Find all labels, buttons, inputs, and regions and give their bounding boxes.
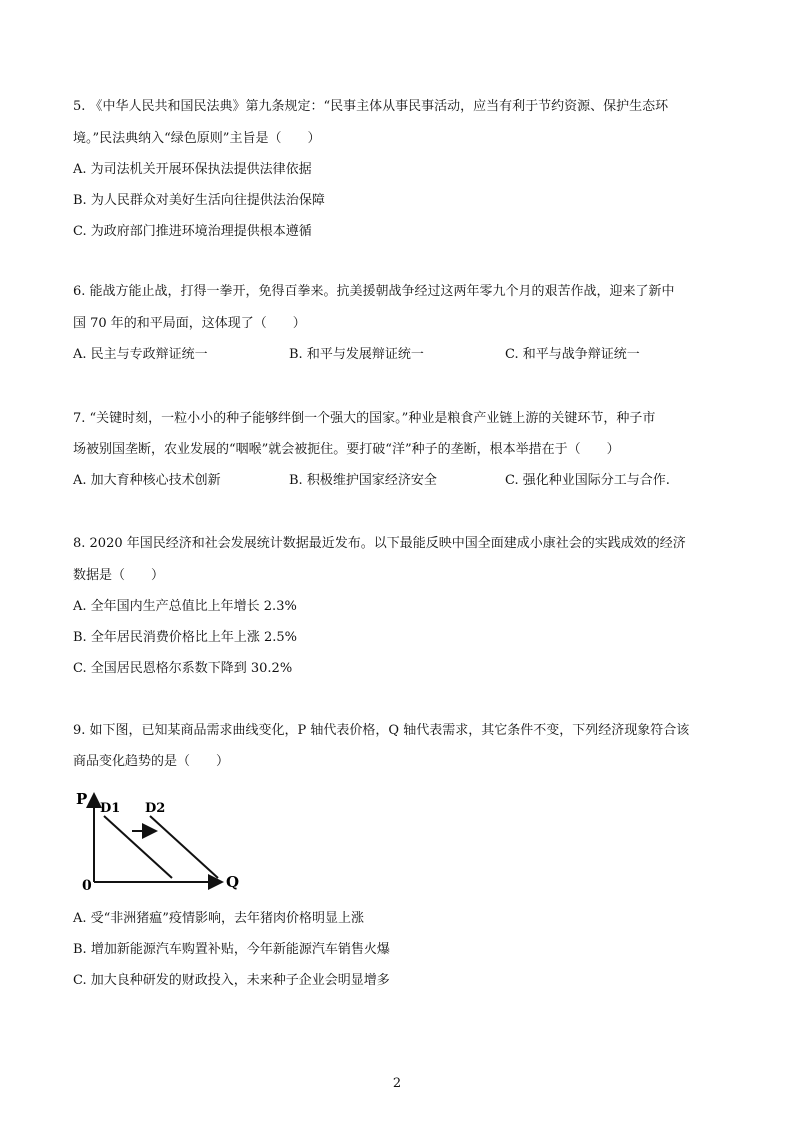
q6-option-a: A. 民主与专政辩证统一 (73, 347, 208, 362)
q6-option-c: C. 和平与战争辩证统一 (505, 347, 640, 362)
q6-stem-line1: 6. 能战方能止战，打得一拳开，免得百拳来。抗美援朝战争经过这两年零九个月的艰苦作战，迎来了新中 (73, 284, 675, 299)
page-number: 2 (392, 1076, 402, 1091)
x-axis-label: Q (226, 873, 240, 891)
demand-curve-diagram (72, 782, 252, 894)
q7-stem-line2: 场被别国垄断，农业发展的“咽喉”就会被扼住。要打破“洋”种子的垄断，根本举措在于（ ） (73, 442, 620, 457)
q5-stem-line2: 境。”民法典纳入“绿色原则”主旨是（ ） (73, 131, 321, 146)
q7-option-a: A. 加大育种核心技术创新 (73, 473, 221, 488)
curve-d2-label: D2 (145, 801, 166, 816)
q9-option-c: C. 加大良种研发的财政投入，未来种子企业会明显增多 (73, 973, 390, 988)
q9-option-b: B. 增加新能源汽车购置补贴，今年新能源汽车销售火爆 (73, 942, 390, 957)
origin-label: 0 (82, 878, 92, 894)
q5-stem-line1: 5. 《中华人民共和国民法典》第九条规定：“民事主体从事民事活动，应当有利于节约资源、保护生态环 (73, 99, 669, 114)
q5-option-b: B. 为人民群众对美好生活向往提供法治保障 (73, 193, 325, 208)
q9-option-a: A. 受“非洲猪瘟”疫情影响，去年猪肉价格明显上涨 (73, 911, 364, 926)
q8-stem-line1: 8. 2020 年国民经济和社会发展统计数据最近发布。以下最能反映中国全面建成小康社会的实践成效的经济 (73, 536, 686, 551)
y-axis-label: P (76, 790, 88, 808)
q9-stem-line2: 商品变化趋势的是（ ） (73, 754, 230, 769)
q7-option-b: B. 积极维护国家经济安全 (289, 473, 437, 488)
demand-curve-d1 (104, 816, 172, 878)
q6-option-b: B. 和平与发展辩证统一 (289, 347, 424, 362)
q8-option-b: B. 全年居民消费价格比上年上涨 2.5% (73, 630, 297, 645)
q7-option-c: C. 强化种业国际分工与合作. (505, 473, 670, 488)
q9-stem-line1: 9. 如下图，已知某商品需求曲线变化，P 轴代表价格，Q 轴代表需求，其它条件不变，下列经济现象符合该 (73, 723, 690, 738)
q8-stem-line2: 数据是（ ） (73, 568, 165, 583)
demand-curve-d2 (150, 816, 218, 878)
q5-option-a: A. 为司法机关开展环保执法提供法律依据 (73, 162, 312, 177)
q6-stem-line2: 国 70 年的和平局面，这体现了（ ） (73, 316, 306, 331)
curve-d1-label: D1 (100, 801, 121, 816)
q8-option-a: A. 全年国内生产总值比上年增长 2.3% (73, 599, 297, 614)
q8-option-c: C. 全国居民恩格尔系数下降到 30.2% (73, 661, 293, 676)
q7-stem-line1: 7. “关键时刻，一粒小小的种子能够绊倒一个强大的国家。”种业是粮食产业链上游的关键环节，种子市 (73, 411, 656, 426)
q5-option-c: C. 为政府部门推进环境治理提供根本遵循 (73, 224, 312, 239)
